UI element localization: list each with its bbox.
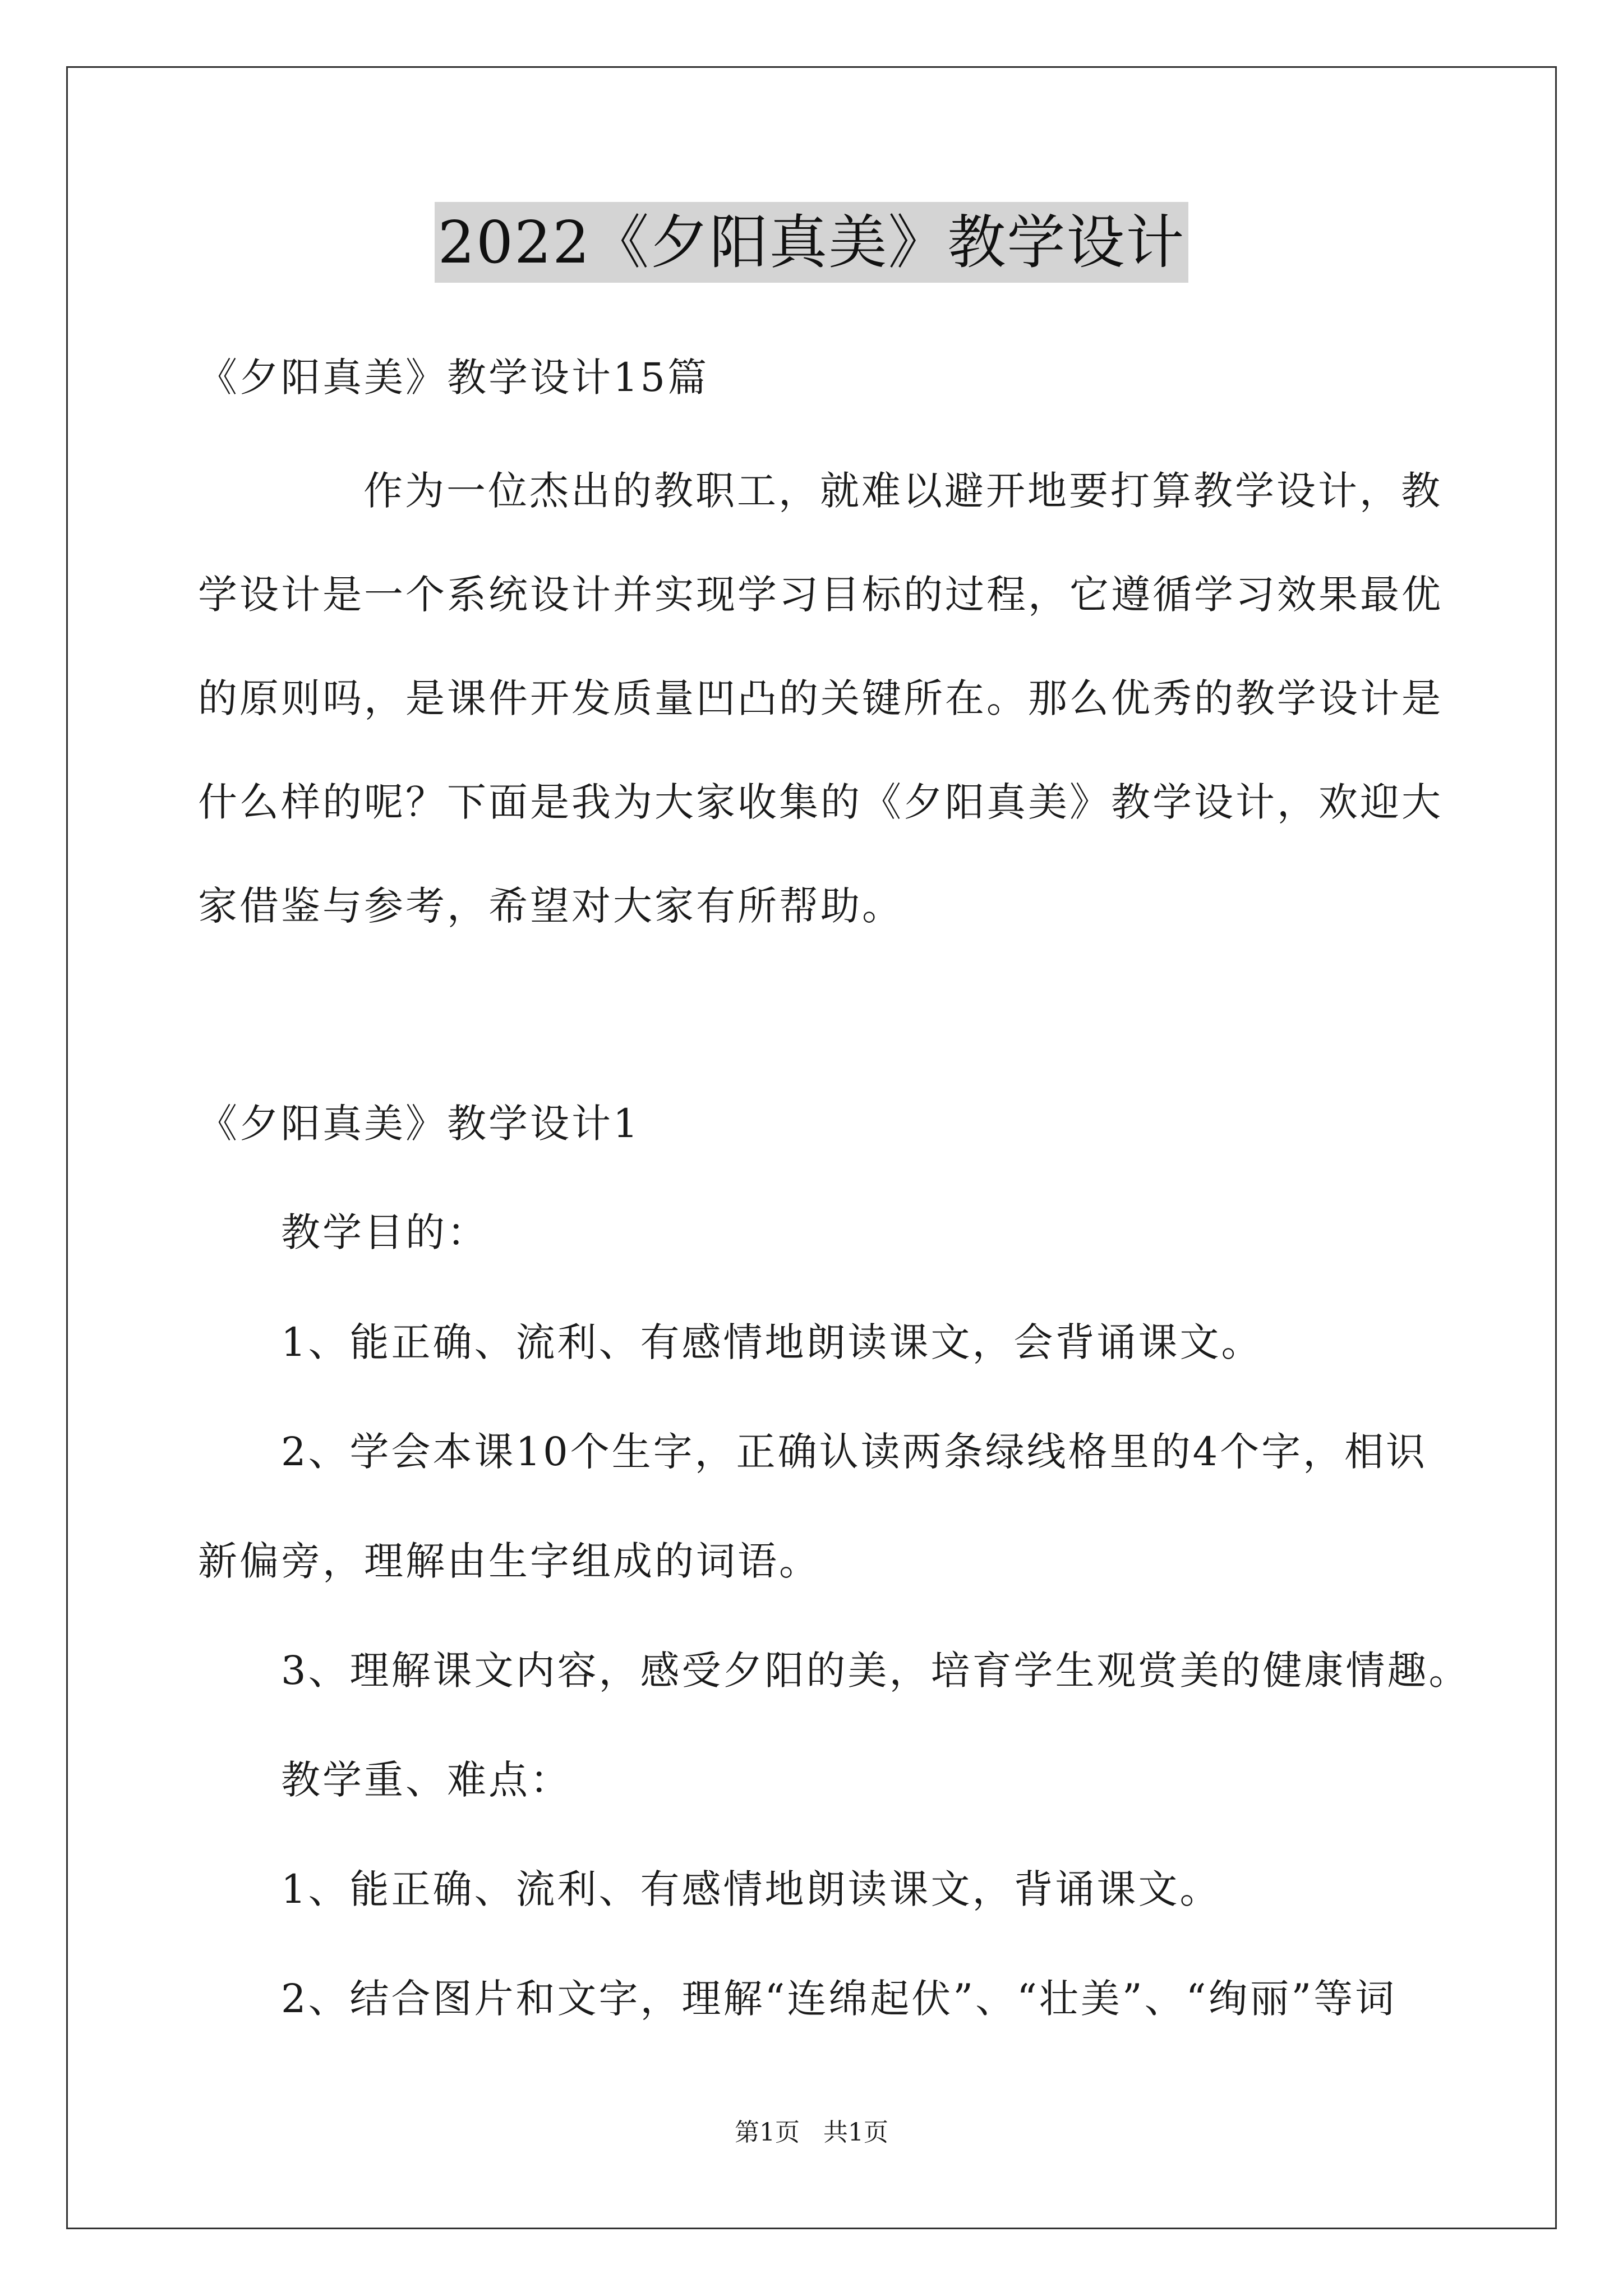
intro-line: 的原则吗，是课件开发质量凹凸的关键所在。那么优秀的教学设计是: [198, 675, 1443, 721]
document-title: 2022《夕阳真美》教学设计: [435, 202, 1189, 283]
document-subtitle: 《夕阳真美》教学设计15篇: [198, 355, 709, 401]
page-footer: 第1页 共1页: [735, 2118, 888, 2147]
intro-line: 家借鉴与参考，希望对大家有所帮助。: [198, 883, 903, 929]
section-heading: 《夕阳真美》教学设计1: [198, 1101, 640, 1147]
title-container: [0, 202, 1623, 283]
objective-item: 2、学会本课10个生字，正确认读两条绿线格里的4个字，相识: [281, 1429, 1428, 1475]
objective-item-continued: 新偏旁，理解由生字组成的词语。: [198, 1538, 820, 1584]
objective-item: 1、能正确、流利、有感情地朗读课文，会背诵课文。: [281, 1319, 1263, 1365]
key-point-item: 2、结合图片和文字，理解“连绵起伏”、“壮美”、“绚丽”等词: [281, 1976, 1397, 2022]
intro-line: 学设计是一个系统设计并实现学习目标的过程，它遵循学习效果最优: [198, 572, 1443, 618]
objective-item: 3、理解课文内容，感受夕阳的美，培育学生观赏美的健康情趣。: [281, 1648, 1470, 1694]
intro-line: 什么样的呢？下面是我为大家收集的《夕阳真美》教学设计，欢迎大: [198, 779, 1443, 825]
intro-line: 作为一位杰出的教职工，就难以避开地要打算教学设计，教: [363, 468, 1442, 514]
key-point-item: 1、能正确、流利、有感情地朗读课文，背诵课文。: [281, 1866, 1221, 1912]
objectives-heading: 教学目的：: [281, 1209, 488, 1255]
key-points-heading: 教学重、难点：: [281, 1757, 571, 1803]
